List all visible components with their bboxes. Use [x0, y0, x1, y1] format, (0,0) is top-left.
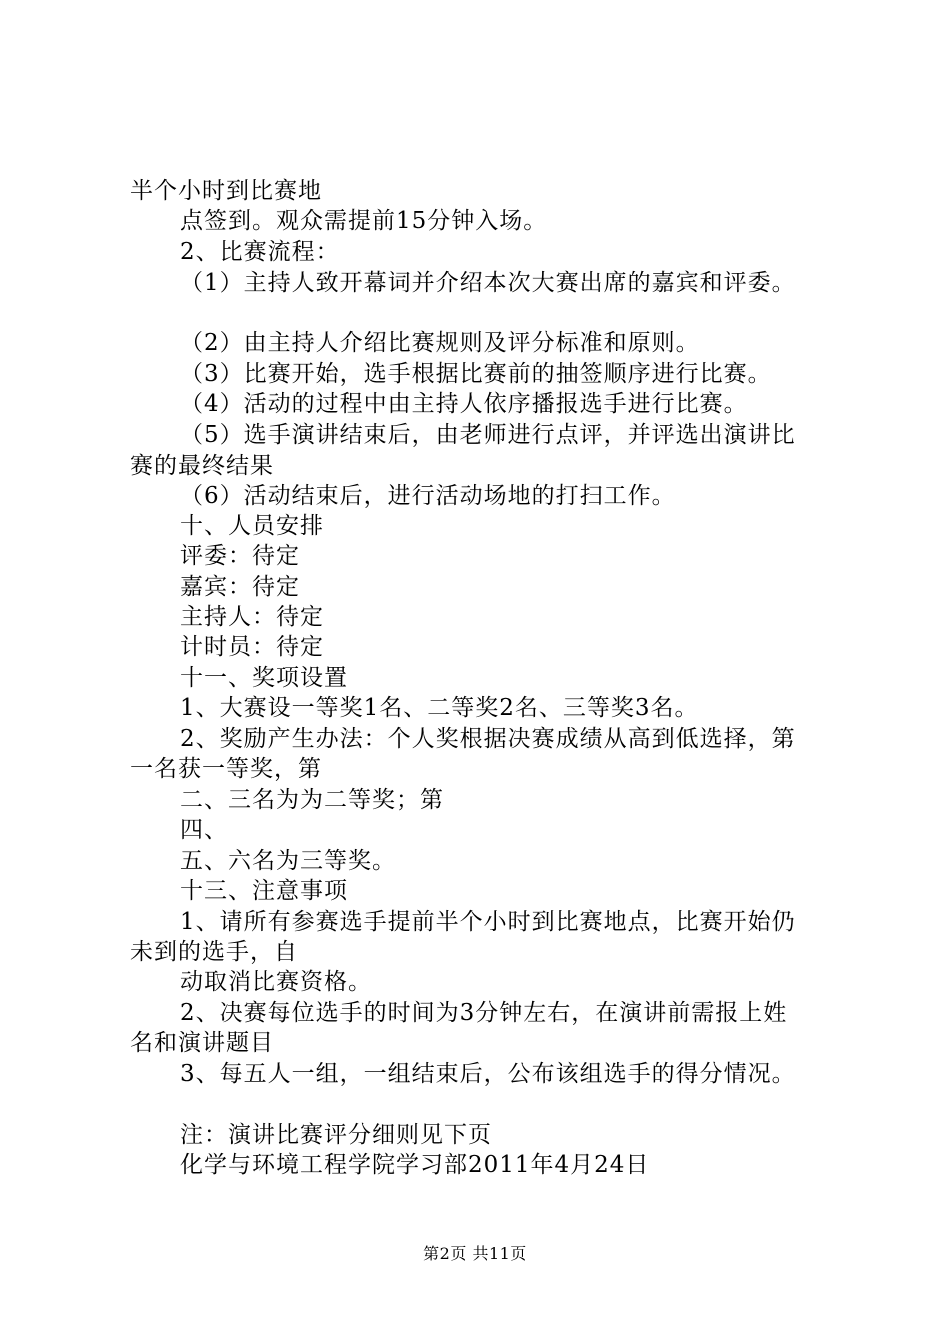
signature-line: 化学与环境工程学院学习部2011年4月24日	[180, 1152, 650, 1178]
text-line: 1、请所有参赛选手提前半个小时到比赛地点，比赛开始仍	[180, 909, 796, 935]
text-line: 半个小时到比赛地	[130, 178, 322, 204]
text-line: （3）比赛开始，选手根据比赛前的抽签顺序进行比赛。	[180, 361, 772, 387]
text-line: 四、	[180, 817, 228, 843]
text-line: 嘉宾：待定	[180, 574, 300, 600]
section-heading: 十、人员安排	[180, 513, 324, 539]
note-line: 注：演讲比赛评分细则见下页	[180, 1122, 492, 1148]
text-line: 2、奖励产生办法：个人奖根据决赛成绩从高到低选择，第	[180, 726, 796, 752]
section-heading: 十一、奖项设置	[180, 665, 348, 691]
section-heading: 十三、注意事项	[180, 878, 348, 904]
text-line: 计时员：待定	[180, 634, 324, 660]
text-line: （6）活动结束后，进行活动场地的打扫工作。	[180, 483, 676, 509]
text-line: 3、每五人一组，一组结束后，公布该组选手的得分情况。	[180, 1061, 796, 1087]
text-line: 主持人：待定	[180, 604, 324, 630]
text-line: （5）选手演讲结束后，由老师进行点评，并评选出演讲比	[180, 422, 796, 448]
text-line: 2、决赛每位选手的时间为3分钟左右，在演讲前需报上姓	[180, 1000, 788, 1026]
text-line: 五、六名为三等奖。	[180, 848, 396, 874]
text-line: （4）活动的过程中由主持人依序播报选手进行比赛。	[180, 391, 748, 417]
text-line: （2）由主持人介绍比赛规则及评分标准和原则。	[180, 330, 700, 356]
text-line: 一名获一等奖，第	[130, 756, 322, 782]
text-line: 名和演讲题目	[130, 1030, 274, 1056]
text-line: 未到的选手，自	[130, 939, 298, 965]
text-line: 2、比赛流程：	[180, 239, 340, 265]
text-line: （1）主持人致开幕词并介绍本次大赛出席的嘉宾和评委。	[180, 270, 796, 296]
text-line: 点签到。观众需提前15分钟入场。	[180, 208, 548, 234]
page-number: 第2页 共11页	[423, 1244, 527, 1263]
text-line: 动取消比赛资格。	[180, 969, 372, 995]
text-line: 二、三名为为二等奖；第	[180, 787, 444, 813]
text-line: 1、大赛设一等奖1名、二等奖2名、三等奖3名。	[180, 695, 699, 721]
text-line: 评委：待定	[180, 543, 300, 569]
text-line: 赛的最终结果	[130, 453, 274, 479]
